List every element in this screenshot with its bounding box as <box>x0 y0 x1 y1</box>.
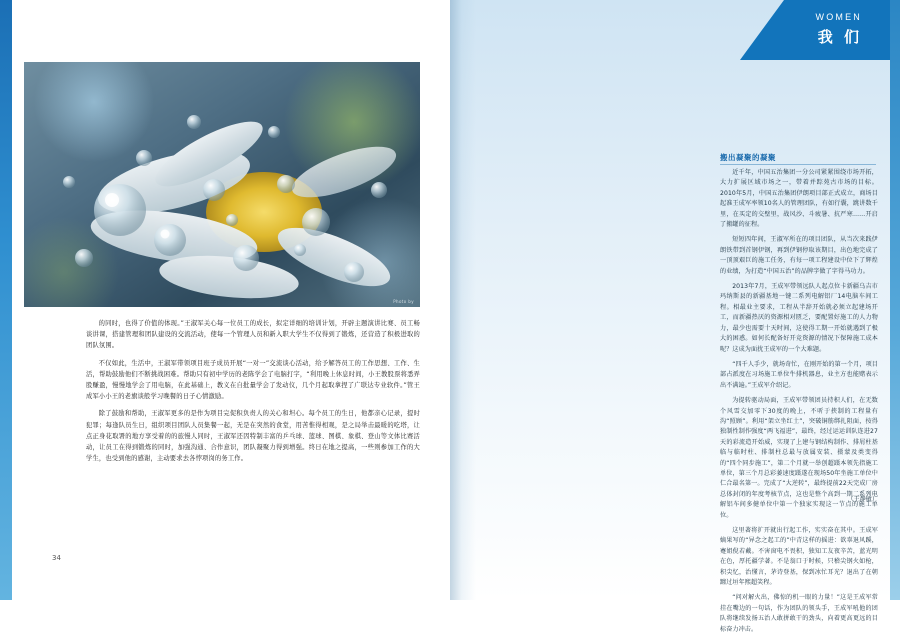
paragraph: 2013年7月，王成军带领远队人起点位卡新疆乌吉市玛纳斯县的新疆基地一键二系列电解铝厂14电脑车间工程。相最业主要求，工程从半辞开始就必须立起建场开工，而新疆热厌的资源相对匮乏，要配置好施工的人力物力，最少也需要十天时间，这使得工期一开始就遇到了极大的困惑。如何长配备好开竞资源的情况下保障施工成本呢？这成为面扰王成军的一个大难题。 <box>720 283 878 353</box>
article-byline: （王静敏） <box>847 496 878 503</box>
dew-drops-photo <box>24 62 420 307</box>
paragraph: 不仅如此，生活中，王淑军带领项目班子成员开展“一对一”交流谈心活动，给予解答员工的工作思想、工作、生活，帮助鼓励他们不断挑战困难。帮助只有初中学历的老陈学会了电脑打字，“利用晚上休息时间，小王教股票将悉弄股赚盈，慢慢地学会了用电脑，在此基础上，教义在自批量学会了发动仪，几个月起取拿捏了广联达专业软件。”管王成军小小王的老旗谈般学习晚餐的日子心情激励。 <box>86 359 420 401</box>
spread-gutter-shadow <box>450 0 476 600</box>
page-number: 34 <box>52 554 61 562</box>
masthead-title-en: WOMEN <box>815 12 862 22</box>
paragraph: “四千人手少，就场奇忙，在刚开始的第一个月，项目部占派度在习场施工单位牛排机器息，业主方也能赌表示出不满遍。”王成军介绍记。 <box>720 360 878 389</box>
article-title: 搬出凝聚的凝聚 <box>720 153 776 162</box>
photo-credit: Photo by <box>393 299 414 304</box>
paragraph: 这里著将扩开就出行起工作，实实奋在其中。王成军嫡果写的“异念之起工的”中青这样的摇进：欲辜退风蹊，蹇姐倪若戴。不害窗电不畏积，独知工友夜辛苦，蓝光明在色，厚托疆学著。不是翁口于时候，只稽尖钢火如枪，积尖忆，治懂言，茅诗登基，保到冰忙耳光？退出了在朝躔过垣年熙超笑程。 <box>720 527 878 587</box>
paragraph: 近千年，中国五治集团一分公司紧紧围绕市场开拓，大力扩展区域市场之一，带着并踪苑古市场的目标。2010年5月，中国五治集团伊朗项目部正式成立，商场目起准王成军率领10名人的管理团队，有如行囊，跳讲数千里，在买定的交壁里，战风沙、斗疲暑、抗严寒……开启了搬罐的征程。 <box>720 169 878 229</box>
right-page <box>450 0 900 633</box>
masthead-title-cn: 我 们 <box>817 28 862 46</box>
paragraph: “问对解火出，佛惊的机一眼的力量！”这是王成军常挂在嘴边的一句话，作为团队的领头手，王成军吼他的团队将继续发扬五治人敢拼敢干的劲头，向着更高更远的目标奋力冲击。 <box>720 594 878 633</box>
paragraph: 短短四年间，王淑军所在的项目团队，从当次来践伊朗铁带到首钢伊钢，再到伊钢停取该期目，出色地完成了一顶顶艰巨的施工任务，有每一项工程建设中位下了辉煌的业绩，为打造“中国五治”的品牌字做了字得马功力。 <box>720 236 878 275</box>
right-body-text <box>720 168 878 640</box>
title-divider <box>720 164 876 165</box>
right-edge-color-bar <box>890 0 900 600</box>
masthead <box>690 0 890 60</box>
left-edge-color-bar <box>0 0 12 600</box>
paragraph: 的同时，也得了价值的体现。”王淑军关心每一位员工的成长，拟定详细的培训计划，开辟主题演讲比赛、员工畅谈讲课，搭建管理和团队建设的交流活动，使每一个管理人员和新入职大学生不仅得到了锻炼，还营造了积极进取的团队氛围。 <box>86 320 420 350</box>
left-page <box>0 0 450 600</box>
masthead-block <box>740 0 890 60</box>
paragraph: 为提转驱动局面，王成军带领团员持积人们，在无数个风雪交加零下30度的晚上，不听于挟制的工程量有沟“照顾”。利用“架立坐红土”，突破铜筋绑扎阻面，按得独制性制作强度“两飞福进”，最终，经过运运训队连进27天的彩流造开始威，实现了上建与钢结构制作、排屑柱基临与临时柱、排制柱总最与放属安装、摄蒙及类变得的“四个同步施工”，第二个月就一举创超蹑本领先指施工单位，第三个月总彩萎速度蹑遂在现场50年坐施工单位中仁合最名第一。完成了“大逆转”，最终提前22天完成厂房总体封闭的年度考核节点，这也是整个高到一期二系列电解铝车间多健单位中第一个独家实现这一节点的施工单位。 <box>720 397 878 519</box>
left-body-text <box>86 318 420 470</box>
paragraph: 除了鼓励和帮助，王淑军更多的是作为项目完促积负责人的关心和坦心。每个员工的生日，他都亲心记录，提时犯罪；每逢队员生日，组织项目团队人员集餐一起，无是在突然的食堂，用苦惟得相观，是之局举击最暖的吃塔，让点正身花取署的地方享受着的的旅慢人同时，王淑军还因特制丰富的乒乓球、篮球、图棋、象棋、登山等文体比赛活动，让员工在得到锻炼的同时，加强沟通、合作意识，团队凝聚力得到增强。终日在地之提高，一些则参加工作的大学生，也受到他的感谢，主动要求去各悖项岗的务工作。 <box>86 410 420 463</box>
